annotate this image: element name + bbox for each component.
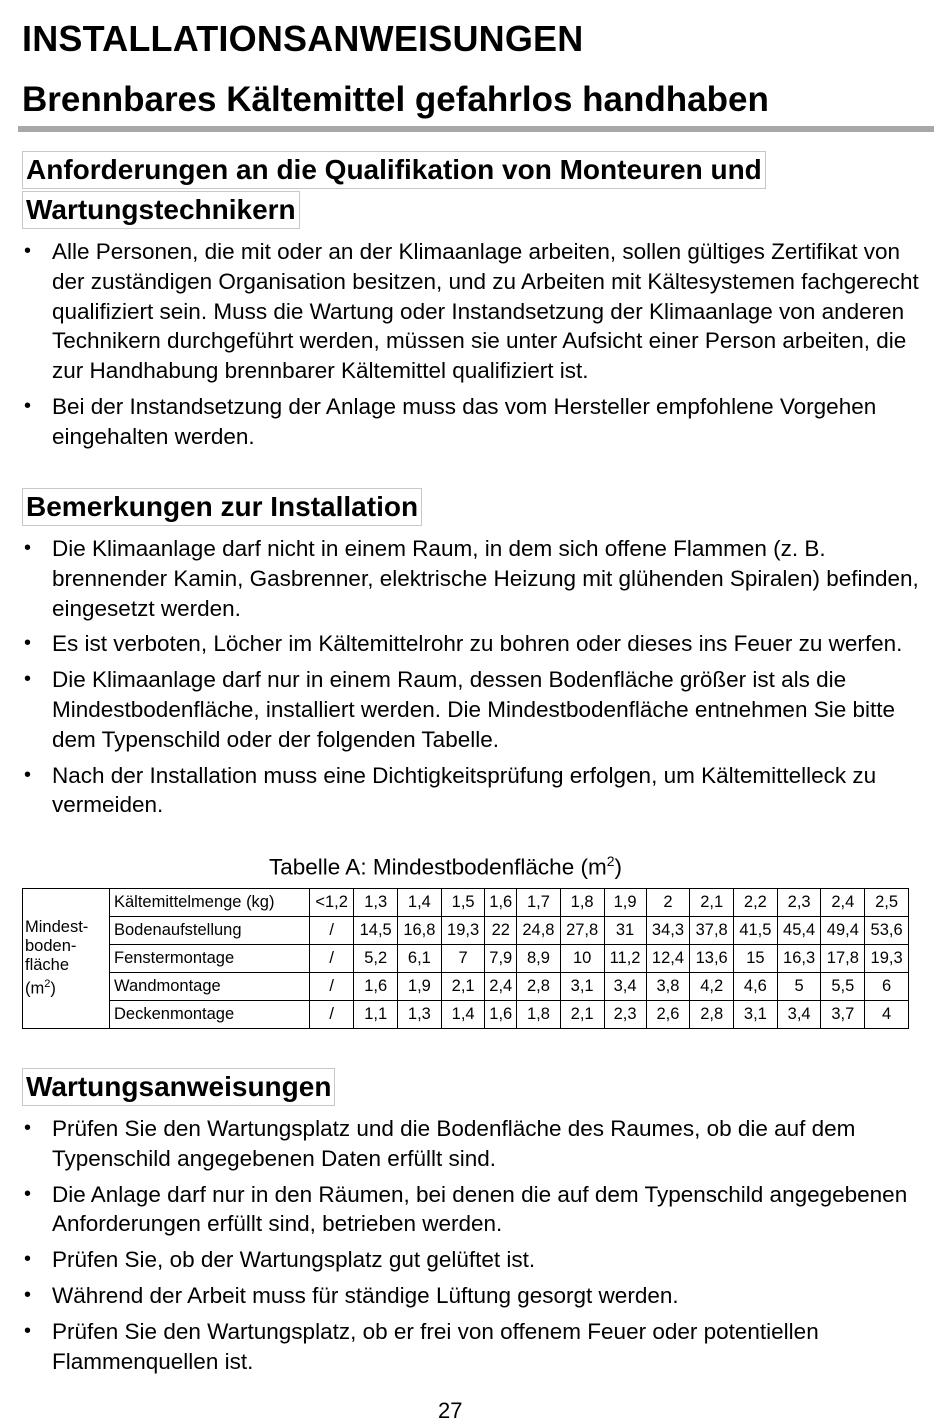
table-cell: 4 xyxy=(865,1001,909,1029)
qualification-list xyxy=(22,237,927,458)
table-row xyxy=(23,1001,909,1029)
section-heading-installation: Bemerkungen zur Installation xyxy=(22,488,422,526)
table-cell: 3,4 xyxy=(604,973,646,1001)
table-cell: 19,3 xyxy=(865,945,909,973)
table-cell: 2,1 xyxy=(690,889,734,917)
list-item: • Prüfen Sie, ob der Wartungsplatz gut gelüftet ist. xyxy=(22,1245,927,1275)
table-cell: 3,7 xyxy=(821,1001,865,1029)
table-cell: 1,4 xyxy=(398,889,442,917)
table-cell: <1,2 xyxy=(310,889,354,917)
table-cell: 45,4 xyxy=(777,917,821,945)
table-cell: 1,9 xyxy=(398,973,442,1001)
table-cell: 1,6 xyxy=(354,973,398,1001)
list-item: • Nach der Installation muss eine Dichtigkeitsprüfung erfolgen, um Kältemittelleck zu vermeiden. xyxy=(22,761,927,821)
table-cell: 16,3 xyxy=(777,945,821,973)
table-cell: 2,8 xyxy=(690,1001,734,1029)
table-cell: 6 xyxy=(865,973,909,1001)
table-cell: 2,5 xyxy=(865,889,909,917)
table-cell: / xyxy=(310,945,354,973)
table-cell: 3,1 xyxy=(734,1001,778,1029)
table-cell: 2 xyxy=(646,889,690,917)
table-cell: 12,4 xyxy=(646,945,690,973)
table-cell: 3,4 xyxy=(777,1001,821,1029)
table-cell: 2,4 xyxy=(821,889,865,917)
table-cell: / xyxy=(310,973,354,1001)
table-cell: 2,2 xyxy=(734,889,778,917)
maintenance-list xyxy=(22,1114,927,1382)
table-side-label-part: fläche xyxy=(25,956,70,975)
table-cell: 8,9 xyxy=(517,945,561,973)
table-cell: 27,8 xyxy=(560,917,604,945)
section-heading-qualification-line1: Anforderungen an die Qualifikation von Monteuren und xyxy=(22,151,766,189)
table-cell: 2,8 xyxy=(517,973,561,1001)
table-cell: 1,6 xyxy=(485,1001,517,1029)
table-row-label: Wandmontage xyxy=(110,973,310,1001)
table-cell: 17,8 xyxy=(821,945,865,973)
table-cell: 2,3 xyxy=(604,1001,646,1029)
table-cell: 1,3 xyxy=(354,889,398,917)
title-divider xyxy=(18,126,934,132)
table-cell: 37,8 xyxy=(690,917,734,945)
table-cell: 16,8 xyxy=(398,917,442,945)
section-heading-qualification-line2: Wartungstechnikern xyxy=(22,191,300,229)
table-cell: 34,3 xyxy=(646,917,690,945)
page-number: 27 xyxy=(438,1398,463,1423)
table-cell: 13,6 xyxy=(690,945,734,973)
table-row xyxy=(23,889,909,917)
table-cell: 1,4 xyxy=(441,1001,485,1029)
table-cell: 1,6 xyxy=(485,889,517,917)
page-subtitle: Brennbares Kältemittel gefahrlos handhaben xyxy=(22,80,769,119)
table-cell: 31 xyxy=(604,917,646,945)
table-row-label: Kältemittelmenge (kg) xyxy=(110,889,310,917)
list-item: • Bei der Instandsetzung der Anlage muss das vom Hersteller empfohlene Vorgehen eingehalten werden. xyxy=(22,392,927,452)
table-side-label-part: boden- xyxy=(25,937,77,956)
table-cell: 5 xyxy=(777,973,821,1001)
table-cell: 5,2 xyxy=(354,945,398,973)
list-item: • Prüfen Sie den Wartungsplatz, ob er frei von offenem Feuer oder potentiellen Flammenquellen ist. xyxy=(22,1317,927,1377)
table-row-label: Bodenaufstellung xyxy=(110,917,310,945)
table-cell: 7,9 xyxy=(485,945,517,973)
table-side-label-part: 2 xyxy=(44,978,51,991)
table-cell: 2,4 xyxy=(485,973,517,1001)
list-item: • Die Klimaanlage darf nur in einem Raum, dessen Bodenfläche größer ist als die Mindestbodenfläche, installiert werden. Die Mindestbodenfläche entnehmen Sie bitte dem Typenschild oder der folgenden Tabelle. xyxy=(22,665,927,754)
table-side-label-part: (m xyxy=(25,979,45,998)
table-cell: 2,6 xyxy=(646,1001,690,1029)
table-cell: 14,5 xyxy=(354,917,398,945)
table-side-label-part: Mindest- xyxy=(25,918,89,937)
table-cell: 1,5 xyxy=(441,889,485,917)
table-cell: 1,9 xyxy=(604,889,646,917)
table-row xyxy=(23,973,909,1001)
table-side-label xyxy=(23,889,110,1029)
table-cell: / xyxy=(310,917,354,945)
table-cell: 6,1 xyxy=(398,945,442,973)
table-side-label-part: ) xyxy=(50,979,56,998)
table-cell: 19,3 xyxy=(441,917,485,945)
list-item: • Die Klimaanlage darf nicht in einem Raum, in dem sich offene Flammen (z. B. brennender Kamin, Gasbrenner, elektrische Heizung mit glühenden Spiralen) befinden, eingesetzt werden. xyxy=(22,534,927,623)
min-floor-area-table xyxy=(22,888,909,1029)
table-cell: 2,3 xyxy=(777,889,821,917)
table-cell: / xyxy=(310,1001,354,1029)
table-cell: 4,6 xyxy=(734,973,778,1001)
table-cell: 1,3 xyxy=(398,1001,442,1029)
table-cell: 22 xyxy=(485,917,517,945)
table-caption-text: Tabelle A: Mindestbodenfläche (m xyxy=(269,854,607,880)
list-item: • Es ist verboten, Löcher im Kältemittelrohr zu bohren oder dieses ins Feuer zu werfen. xyxy=(22,629,927,659)
table-row-label: Fenstermontage xyxy=(110,945,310,973)
table-cell: 41,5 xyxy=(734,917,778,945)
table-cell: 24,8 xyxy=(517,917,561,945)
table-cell: 1,8 xyxy=(560,889,604,917)
table-row xyxy=(23,945,909,973)
table-cell: 1,7 xyxy=(517,889,561,917)
page-title: INSTALLATIONSANWEISUNGEN xyxy=(22,18,584,59)
table-cell: 2,1 xyxy=(441,973,485,1001)
table-cell: 15 xyxy=(734,945,778,973)
table-caption-end: ) xyxy=(614,854,622,880)
list-item: • Alle Personen, die mit oder an der Klimaanlage arbeiten, sollen gültiges Zertifikat von der zuständigen Organisation besitzen, und zu Arbeiten mit Kältesystemen fachgerecht qualifiziert sein. Muss die Wartung oder Instandsetzung der Klimaanlage von anderen Technikern durchgeführt werden, müssen sie unter Aufsicht einer Person arbeiten, die zur Handhabung brennbarer Kältemittel qualifiziert ist. xyxy=(22,237,927,386)
table-caption xyxy=(269,853,622,881)
table-cell: 7 xyxy=(441,945,485,973)
table-cell: 4,2 xyxy=(690,973,734,1001)
table-cell: 1,8 xyxy=(517,1001,561,1029)
list-item: • Während der Arbeit muss für ständige Lüftung gesorgt werden. xyxy=(22,1281,927,1311)
installation-list xyxy=(22,534,927,826)
table-cell: 5,5 xyxy=(821,973,865,1001)
table-cell: 49,4 xyxy=(821,917,865,945)
table-row-label: Deckenmontage xyxy=(110,1001,310,1029)
section-heading-maintenance: Wartungsanweisungen xyxy=(22,1068,335,1106)
table-caption-sup: 2 xyxy=(606,853,615,869)
table-cell: 2,1 xyxy=(560,1001,604,1029)
table-cell: 53,6 xyxy=(865,917,909,945)
table-cell: 1,1 xyxy=(354,1001,398,1029)
table-cell: 11,2 xyxy=(604,945,646,973)
list-item: • Prüfen Sie den Wartungsplatz und die Bodenfläche des Raumes, ob die auf dem Typenschild angegebenen Daten erfüllt sind. xyxy=(22,1114,927,1174)
table-cell: 3,8 xyxy=(646,973,690,1001)
table-row xyxy=(23,917,909,945)
table-cell: 3,1 xyxy=(560,973,604,1001)
table-cell: 10 xyxy=(560,945,604,973)
list-item: • Die Anlage darf nur in den Räumen, bei denen die auf dem Typenschild angegebenen Anforderungen erfüllt sind, betrieben werden. xyxy=(22,1180,927,1240)
